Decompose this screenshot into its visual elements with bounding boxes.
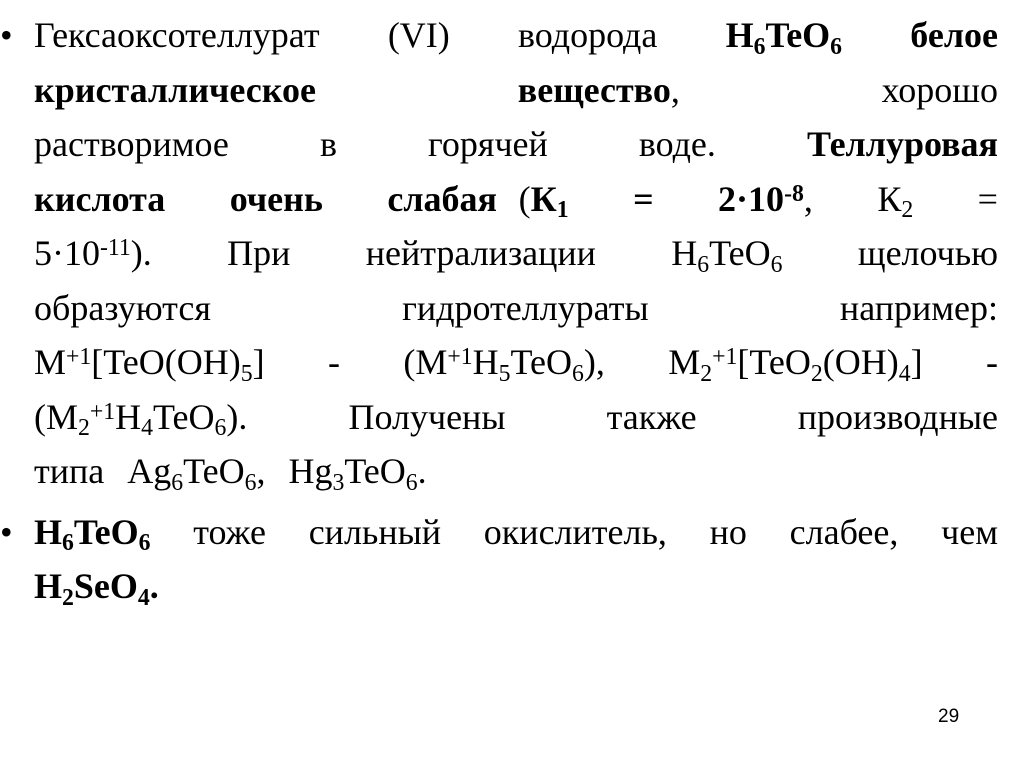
text-run: TeO	[183, 451, 245, 491]
text-run: TeO	[344, 451, 406, 491]
subscript: 6	[171, 469, 184, 496]
superscript: +1	[447, 344, 473, 371]
superscript: +1	[712, 344, 738, 371]
text-run: TeO	[765, 15, 831, 55]
subscript: 1	[556, 197, 569, 224]
bullet-item	[0, 8, 1024, 499]
text-run: К	[530, 178, 557, 219]
subscript: 6	[770, 251, 783, 278]
text-run: TeO	[709, 233, 771, 273]
text-run: SeO	[73, 566, 138, 606]
text-run: щелочью	[782, 233, 999, 273]
bullet-item	[0, 505, 1024, 614]
text-run: H	[115, 396, 142, 437]
subscript: 6	[753, 33, 766, 60]
text-run: растворимое в горячей воде.	[34, 124, 807, 164]
text-run: ] - (M	[252, 342, 448, 382]
superscript: +1	[66, 344, 92, 371]
superscript: -8	[784, 180, 804, 207]
text-run: TeO	[510, 342, 572, 382]
text-run: ), M	[583, 342, 701, 382]
subscript: 2	[901, 197, 914, 224]
text-run: , хорошо	[670, 69, 998, 110]
text-run: =	[913, 178, 998, 219]
subscript: 6	[571, 360, 584, 387]
text-run: кристаллическое вещество	[34, 69, 671, 110]
subscript: 4	[137, 584, 150, 611]
text-run: Гексаоксотеллурат (VI) водорода	[34, 15, 726, 55]
text-run: TeO	[73, 511, 139, 552]
text-line	[34, 8, 998, 63]
text-run: 5·10	[34, 233, 100, 273]
text-run: (OH)	[822, 342, 899, 382]
text-run: .	[417, 451, 427, 491]
text-run: белое	[842, 15, 998, 55]
subscript: 5	[498, 360, 511, 387]
text-run: образуются гидротеллураты например:	[34, 287, 998, 328]
text-run: H	[34, 511, 63, 552]
subscript: 6	[697, 251, 710, 278]
text-run: [TeO	[737, 342, 811, 382]
text-run: (	[518, 178, 531, 219]
text-line	[34, 63, 998, 118]
subscript: 6	[214, 415, 227, 442]
superscript: +1	[89, 398, 116, 425]
text-run: .	[149, 566, 159, 606]
page-number: 29	[938, 706, 960, 727]
text-run: [TeO(OH)	[91, 342, 241, 382]
subscript: 4	[898, 360, 911, 387]
subscript: 6	[830, 33, 843, 60]
text-line	[34, 444, 998, 499]
subscript: 2	[810, 360, 823, 387]
text-run: H	[34, 566, 63, 606]
text-line	[34, 226, 998, 281]
subscript: 3	[332, 469, 345, 496]
subscript: 6	[405, 469, 418, 496]
subscript: 4	[141, 415, 154, 442]
subscript: 5	[240, 360, 253, 387]
subscript: 2	[78, 415, 90, 442]
subscript: 6	[62, 530, 74, 557]
text-line	[34, 505, 998, 560]
text-line	[34, 172, 998, 227]
text-run: ] -	[910, 342, 998, 382]
text-run: Теллуровая	[806, 124, 998, 164]
text-run: TeO	[153, 396, 215, 437]
text-run: H	[472, 342, 499, 382]
text-line	[34, 390, 998, 445]
text-run: типа Ag	[34, 451, 172, 491]
text-run: = 2·10	[568, 178, 785, 219]
subscript: 6	[138, 530, 151, 557]
text-run: H	[725, 15, 754, 55]
text-run: (M	[34, 396, 78, 437]
text-run: ). Получены также производные	[226, 396, 998, 437]
text-line	[34, 117, 998, 172]
text-line	[34, 281, 998, 336]
bullet-list	[0, 8, 1024, 614]
bullet-glyph: •	[0, 15, 13, 55]
text-run: тоже сильный окислитель, но слабее, чем	[150, 511, 998, 552]
text-run: , Hg	[256, 451, 333, 491]
text-run: M	[34, 342, 67, 382]
text-line	[34, 335, 998, 390]
text-run: ). При нейтрализации H	[130, 233, 698, 273]
text-run: , К	[803, 178, 902, 219]
subscript: 6	[244, 469, 257, 496]
bullet-glyph: •	[0, 511, 13, 552]
subscript: 2	[62, 584, 74, 611]
subscript: 2	[700, 360, 713, 387]
text-run: кислота очень слабая	[34, 178, 498, 219]
superscript: -11	[100, 235, 131, 262]
text-line	[34, 559, 998, 614]
